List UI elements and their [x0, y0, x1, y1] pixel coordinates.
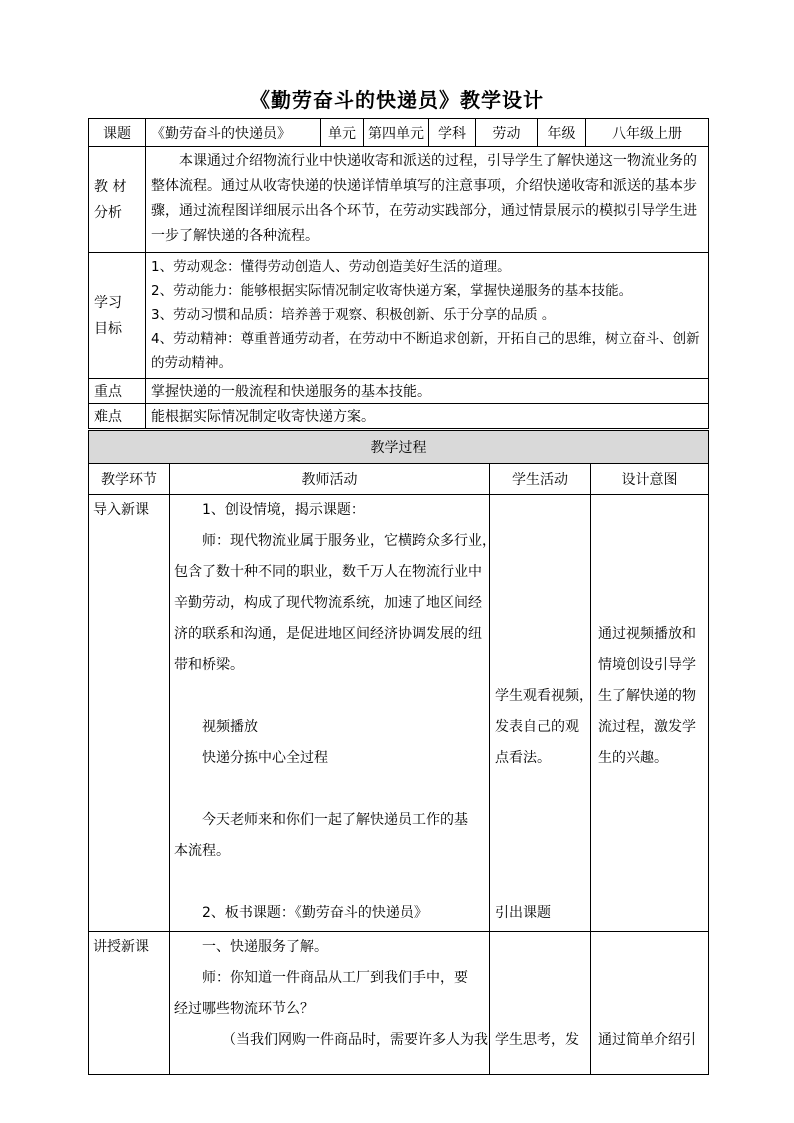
spacer — [495, 932, 590, 963]
stage-intro-label: 导入新课 — [93, 502, 149, 518]
teacher-line: 一、快递服务了解。 — [202, 939, 328, 955]
stage-new-lesson-label: 讲授新课 — [93, 939, 149, 955]
spacer — [598, 994, 708, 1025]
teacher-line: 本流程。 — [174, 843, 230, 859]
intent-line: 通过视频播放和 — [598, 626, 696, 642]
header-student: 学生活动 — [490, 464, 591, 495]
analysis-label-line2: 分析 — [94, 204, 122, 221]
process-row-intro — [89, 495, 709, 932]
course-value: 《勤劳奋斗的快递员》 — [146, 119, 321, 147]
course-info-table — [88, 118, 709, 429]
goal-item: 3、劳动习惯和品质：培养善于观察、积极创新、乐于分享的品质 。 — [151, 307, 556, 323]
analysis-row — [89, 147, 709, 253]
teacher-line: 包含了数十种不同的职业，数千万人在物流行业中 — [174, 564, 482, 580]
analysis-label-line1: 教 材 — [94, 178, 127, 195]
teacher-line: 师：现代物流业属于服务业，它横跨众多行业， — [202, 533, 496, 549]
spacer — [495, 774, 590, 805]
teacher-line: 辛勤劳动，构成了现代物流系统，加速了地区间经 — [174, 595, 482, 611]
difficulty-label: 难点 — [89, 404, 146, 429]
goal-item: 2、劳动能力：能够根据实际情况制定收寄快递方案，掌握快递服务的基本技能。 — [151, 283, 633, 299]
analysis-text: 本课通过介绍物流行业中快递收寄和派送的过程，引导学生了解快递这一物流业务的整体流程。通过从收寄快递的快递详情单填写的注意事项，介绍快递收寄和派送的基本步骤，通过流程图详细展示出各个环节，在劳动实践部分，通过情景展示的模拟引导学生进一步了解快递的各种流程。 — [146, 147, 709, 253]
spacer — [598, 588, 708, 619]
header-intent: 设计意图 — [591, 464, 709, 495]
process-row-new-lesson — [89, 932, 709, 1075]
grade-value: 八年级上册 — [586, 119, 709, 147]
goals-list — [146, 253, 709, 379]
student-line: 学生观看视频， — [495, 688, 593, 704]
teacher-line: 师：你知道一件商品从工厂到我们手中，要 — [202, 970, 468, 986]
unit-value: 第四单元 — [364, 119, 429, 147]
key-point-label: 重点 — [89, 379, 146, 404]
intent-line: 生的兴趣。 — [598, 750, 668, 766]
process-section-title: 教学过程 — [89, 431, 709, 464]
goals-label-line1: 学习 — [94, 294, 122, 311]
difficulty-text: 能根据实际情况制定收寄快递方案。 — [146, 404, 709, 429]
teacher-line: 带和桥梁。 — [174, 657, 244, 673]
goals-label-line2: 目标 — [94, 320, 122, 337]
spacer — [495, 495, 590, 526]
teacher-activity-intro — [170, 495, 496, 932]
spacer — [495, 836, 590, 867]
spacer — [495, 805, 590, 836]
intent-line: 情境创设引导学 — [598, 657, 696, 673]
header-teacher: 教师活动 — [170, 464, 490, 495]
spacer — [495, 867, 590, 898]
student-activity-new-lesson — [490, 932, 591, 1075]
student-line: 点看法。 — [495, 750, 551, 766]
teacher-line: 快递分拣中心全过程 — [202, 750, 328, 766]
key-point-text: 掌握快递的一般流程和快递服务的基本技能。 — [146, 379, 709, 404]
stage-new-lesson — [89, 932, 170, 1075]
spacer — [598, 495, 708, 526]
teaching-process-table — [88, 430, 709, 1075]
course-label: 课题 — [89, 119, 146, 147]
header-stage: 教学环节 — [89, 464, 170, 495]
design-intent-intro — [591, 495, 709, 932]
spacer — [598, 932, 708, 963]
student-line: 学生思考，发 — [495, 1032, 579, 1048]
spacer — [598, 557, 708, 588]
process-section-row — [89, 431, 709, 464]
intent-line: 生了解快递的物 — [598, 688, 696, 704]
subject-label: 学科 — [429, 119, 476, 147]
grade-label: 年级 — [538, 119, 586, 147]
goal-item: 1、劳动观念：懂得劳动创造人、劳动创造美好生活的道理。 — [151, 259, 511, 275]
teacher-activity-new-lesson — [170, 932, 490, 1075]
spacer — [598, 526, 708, 557]
key-point-row — [89, 379, 709, 404]
difficulty-row — [89, 404, 709, 429]
student-line: 发表自己的观 — [495, 719, 579, 735]
spacer — [495, 557, 590, 588]
spacer — [495, 963, 590, 994]
spacer — [598, 963, 708, 994]
spacer — [495, 650, 590, 681]
student-line: 引出课题 — [495, 905, 551, 921]
design-intent-new-lesson — [591, 932, 709, 1075]
goals-row — [89, 253, 709, 379]
spacer — [170, 774, 489, 805]
unit-label: 单元 — [321, 119, 364, 147]
teacher-line: 2、板书课题：《勤劳奋斗的快递员》 — [202, 905, 428, 921]
course-row — [89, 119, 709, 147]
spacer — [170, 681, 489, 712]
teacher-line: 济的联系和沟通，是促进地区间经济协调发展的纽 — [174, 626, 482, 642]
analysis-label — [89, 147, 146, 253]
subject-value: 劳动 — [476, 119, 538, 147]
spacer — [495, 526, 590, 557]
spacer — [170, 867, 489, 898]
intent-line: 通过简单介绍引 — [598, 1032, 696, 1048]
teacher-line: 经过哪些物流环节么？ — [174, 1001, 314, 1017]
spacer — [495, 994, 590, 1025]
teacher-line: 1、创设情境，揭示课题： — [202, 502, 365, 518]
goal-item: 4、劳动精神：尊重普通劳动者，在劳动中不断追求创新，开拓自己的思维，树立奋斗、创新的劳动精神。 — [151, 331, 700, 371]
teacher-line: 视频播放 — [202, 719, 258, 735]
process-header-row — [89, 464, 709, 495]
intent-line: 流过程，激发学 — [598, 719, 696, 735]
stage-intro — [89, 495, 170, 932]
teacher-line: （当我们网购一件商品时，需要许多人为我 — [222, 1032, 488, 1048]
goals-label — [89, 253, 146, 379]
document-title: 《勤劳奋斗的快递员》教学设计 — [250, 88, 544, 112]
spacer — [495, 588, 590, 619]
teacher-line: 今天老师来和你们一起了解快递员工作的基 — [202, 812, 468, 828]
student-activity-intro — [490, 495, 591, 932]
spacer — [495, 619, 590, 650]
